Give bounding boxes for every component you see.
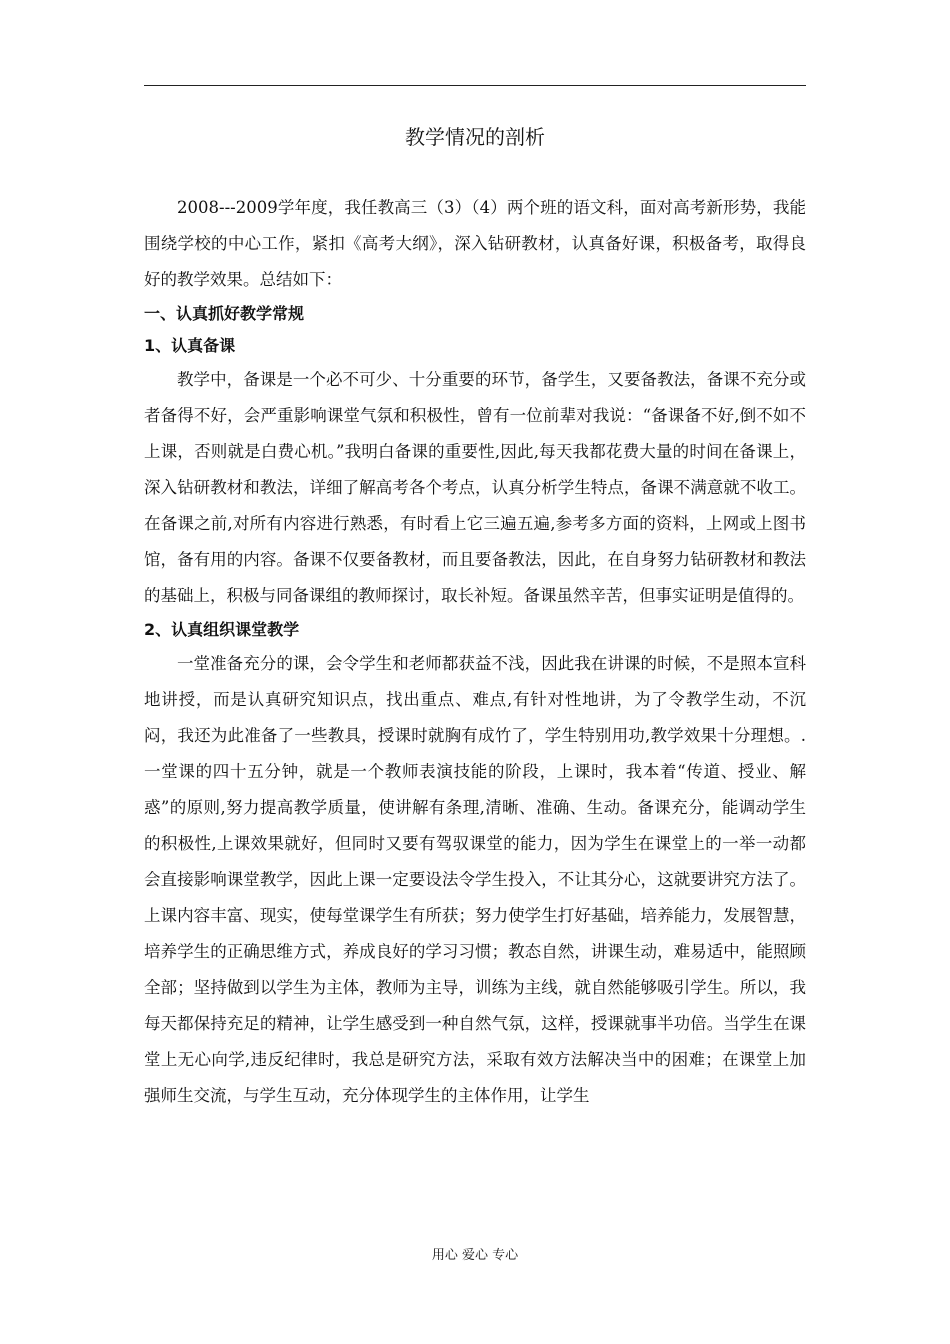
- document-body: [144, 190, 806, 1114]
- subsection-heading-classroom-teaching: 2、认真组织课堂教学: [144, 620, 300, 639]
- intro-paragraph: 2008---2009学年度，我任教高三（3）（4）两个班的语文科，面对高考新形势，我能围绕学校的中心工作，紧扣《高考大纲》，深入钻研教材，认真备好课，积极备考，取得良好的教学效果。总结如下：: [144, 198, 806, 289]
- page-title: 教学情况的剖析: [405, 125, 545, 149]
- subsection-heading-prepare-lessons: 1、认真备课: [144, 336, 236, 355]
- section-heading-1: 一、认真抓好教学常规: [144, 304, 305, 323]
- paragraph-prepare-lessons: 教学中，备课是一个必不可少、十分重要的环节，备学生，又要备教法，备课不充分或者备得不好，会严重影响课堂气氛和积极性，曾有一位前辈对我说：“备课备不好,倒不如不上课，否则就是白费心机。”我明白备课的重要性,因此,每天我都花费大量的时间在备课上，深入钻研教材和教法，详细了解高考各个考点，认真分析学生特点，备课不满意就不收工。在备课之前,对所有内容进行熟悉，有时看上它三遍五遍,参考多方面的资料，上网或上图书馆，备有用的内容。备课不仅要备教材，而且要备教法，因此，在自身努力钻研教材和教法的基础上，积极与同备课组的教师探讨，取长补短。备课虽然辛苦，但事实证明是值得的。: [144, 370, 806, 605]
- header-rule: [144, 85, 806, 86]
- paragraph-classroom-teaching: 一堂准备充分的课，会令学生和老师都获益不浅，因此我在讲课的时候，不是照本宣科地讲授，而是认真研究知识点，找出重点、难点,有针对性地讲，为了令教学生动，不沉闷，我还为此准备了一些教具，授课时就胸有成竹了，学生特别用功,教学效果十分理想。.一堂课的四十五分钟，就是一个教师表演技能的阶段，上课时，我本着“传道、授业、解惑”的原则,努力提高教学质量，使讲解有条理,清晰、准确、生动。备课充分，能调动学生的积极性,上课效果就好，但同时又要有驾驭课堂的能力，因为学生在课堂上的一举一动都会直接影响课堂教学，因此上课一定要设法令学生投入，不让其分心，这就要讲究方法了。上课内容丰富、现实，使每堂课学生有所获；努力使学生打好基础，培养能力，发展智慧，培养学生的正确思维方式，养成良好的学习习惯；教态自然，讲课生动，难易适中，能照顾全部；坚持做到以学生为主体，教师为主导，训练为主线，就自然能够吸引学生。所以，我每天都保持充足的精神，让学生感受到一种自然气氛，这样，授课就事半功倍。当学生在课堂上无心向学,违反纪律时，我总是研究方法，采取有效方法解决当中的困难；在课堂上加强师生交流，与学生互动，充分体现学生的主体作用，让学生: [144, 654, 806, 1105]
- footer-motto: 用心 爱心 专心: [431, 1248, 519, 1263]
